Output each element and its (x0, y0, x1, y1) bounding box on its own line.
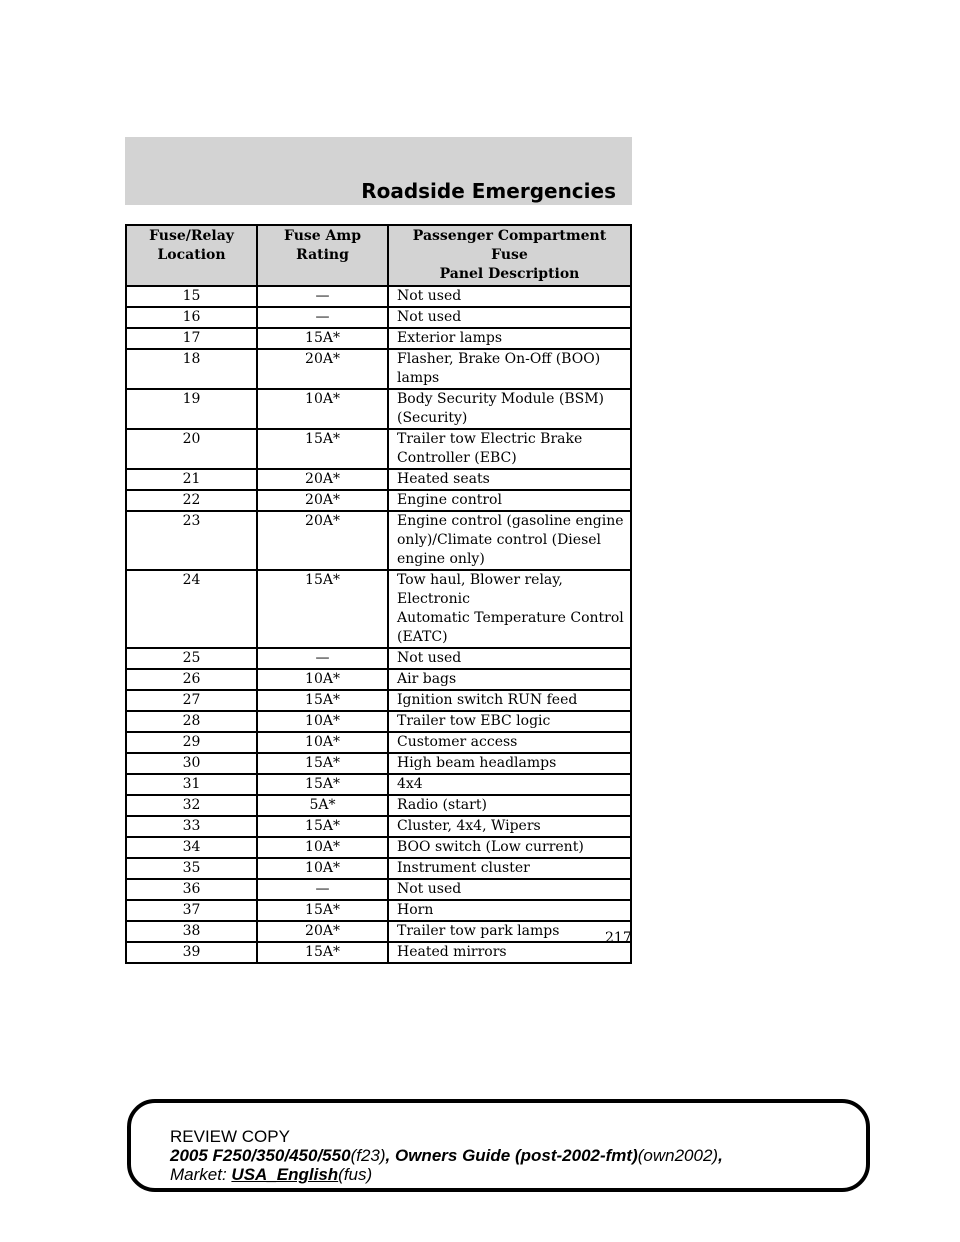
description-line: Engine control (397, 492, 502, 508)
fuse-amp-cell: 20A* (257, 921, 388, 942)
table-row (126, 753, 631, 774)
fuse-amp-cell: 15A* (257, 328, 388, 349)
fuse-description-cell (388, 349, 631, 389)
fuse-description-cell (388, 307, 631, 328)
fuse-amp-cell: 10A* (257, 389, 388, 429)
fuse-location-cell: 37 (126, 900, 257, 921)
fuse-amp-cell: 20A* (257, 469, 388, 490)
fuse-amp-cell: 20A* (257, 511, 388, 570)
fuse-amp-cell: 10A* (257, 732, 388, 753)
fuse-location-cell: 35 (126, 858, 257, 879)
description-line: Instrument cluster (397, 860, 530, 876)
description-line: Ignition switch RUN feed (397, 692, 578, 708)
fuse-location-cell: 34 (126, 837, 257, 858)
fuse-amp-cell: 10A* (257, 669, 388, 690)
fuse-location-cell: 39 (126, 942, 257, 963)
table-header-row (126, 225, 631, 286)
review-copy-text (170, 1127, 723, 1184)
table-row (126, 429, 631, 469)
description-line: Customer access (397, 734, 518, 750)
fuse-description-cell (388, 669, 631, 690)
description-line: Trailer tow park lamps (397, 923, 560, 939)
fuse-amp-cell: — (257, 648, 388, 669)
table-row (126, 732, 631, 753)
description-line: Engine control (gasoline engine (397, 513, 624, 529)
fuse-amp-cell: 15A* (257, 429, 388, 469)
fuse-location-cell: 29 (126, 732, 257, 753)
header-description: Passenger Compartment Fuse Panel Description (388, 225, 631, 286)
fuse-description-cell (388, 879, 631, 900)
fuse-description-cell (388, 648, 631, 669)
fuse-description-cell (388, 469, 631, 490)
description-line: Not used (397, 288, 462, 304)
fuse-location-cell: 27 (126, 690, 257, 711)
fuse-amp-cell: 10A* (257, 837, 388, 858)
fuse-location-cell: 23 (126, 511, 257, 570)
fuse-location-cell: 17 (126, 328, 257, 349)
description-line: Heated seats (397, 471, 490, 487)
description-line: Cluster, 4x4, Wipers (397, 818, 541, 834)
description-line: Not used (397, 309, 462, 325)
fuse-location-cell: 32 (126, 795, 257, 816)
fuse-description-cell (388, 389, 631, 429)
fuse-amp-cell: 15A* (257, 774, 388, 795)
table-row (126, 469, 631, 490)
description-line: Flasher, Brake On-Off (BOO) (397, 351, 601, 367)
fuse-amp-cell: 20A* (257, 349, 388, 389)
fuse-location-cell: 18 (126, 349, 257, 389)
review-copy-label: REVIEW COPY (170, 1127, 290, 1146)
table-row (126, 795, 631, 816)
review-copy-box (127, 1099, 870, 1192)
table-row (126, 286, 631, 307)
fuse-description-cell (388, 328, 631, 349)
description-line: only)/Climate control (Diesel (397, 532, 602, 548)
fuse-amp-cell: — (257, 307, 388, 328)
fuse-amp-cell: 10A* (257, 711, 388, 732)
header-location: Fuse/Relay Location (126, 225, 257, 286)
fuse-location-cell: 30 (126, 753, 257, 774)
fuse-amp-cell: 20A* (257, 490, 388, 511)
description-line: Air bags (397, 671, 457, 687)
review-copy-model-line: 2005 F250/350/450/550(f23), Owners Guide (post-2002-fmt)(own2002), (170, 1146, 723, 1165)
table-row (126, 328, 631, 349)
description-line: lamps (397, 370, 440, 386)
fuse-description-cell (388, 690, 631, 711)
review-copy-market-line: Market: USA_English(fus) (170, 1165, 373, 1184)
fuse-location-cell: 21 (126, 469, 257, 490)
table-row (126, 837, 631, 858)
description-line: (Security) (397, 410, 468, 426)
table-row (126, 879, 631, 900)
description-line: Trailer tow Electric Brake (397, 431, 583, 447)
fuse-description-cell (388, 942, 631, 963)
section-title: Roadside Emergencies (361, 179, 616, 203)
table-row (126, 690, 631, 711)
fuse-location-cell: 36 (126, 879, 257, 900)
table-row (126, 774, 631, 795)
description-line: (EATC) (397, 629, 448, 645)
description-line: Heated mirrors (397, 944, 507, 960)
table-row (126, 511, 631, 570)
fuse-location-cell: 22 (126, 490, 257, 511)
description-line: Trailer tow EBC logic (397, 713, 551, 729)
fuse-location-cell: 33 (126, 816, 257, 837)
fuse-amp-cell: — (257, 879, 388, 900)
table-row (126, 349, 631, 389)
fuse-description-cell (388, 837, 631, 858)
fuse-location-cell: 24 (126, 570, 257, 648)
fuse-amp-cell: 15A* (257, 570, 388, 648)
table-body (126, 286, 631, 963)
fuse-location-cell: 19 (126, 389, 257, 429)
fuse-table (125, 224, 632, 964)
description-line: BOO switch (Low current) (397, 839, 584, 855)
table-row (126, 570, 631, 648)
fuse-description-cell (388, 816, 631, 837)
description-line: engine only) (397, 551, 485, 567)
description-line: Horn (397, 902, 434, 918)
fuse-description-cell (388, 753, 631, 774)
section-header (125, 137, 632, 205)
fuse-description-cell (388, 711, 631, 732)
fuse-amp-cell: 5A* (257, 795, 388, 816)
fuse-location-cell: 28 (126, 711, 257, 732)
table-row (126, 921, 631, 942)
fuse-amp-cell: — (257, 286, 388, 307)
fuse-location-cell: 38 (126, 921, 257, 942)
fuse-description-cell (388, 490, 631, 511)
page-number: 217 (605, 930, 632, 946)
table-row (126, 858, 631, 879)
description-line: Body Security Module (BSM) (397, 391, 605, 407)
table-row (126, 816, 631, 837)
fuse-amp-cell: 15A* (257, 942, 388, 963)
fuse-amp-cell: 10A* (257, 858, 388, 879)
fuse-description-cell (388, 921, 631, 942)
fuse-description-cell (388, 429, 631, 469)
table-row (126, 389, 631, 429)
table-row (126, 900, 631, 921)
fuse-description-cell (388, 511, 631, 570)
fuse-description-cell (388, 570, 631, 648)
fuse-location-cell: 15 (126, 286, 257, 307)
fuse-location-cell: 26 (126, 669, 257, 690)
table-row (126, 711, 631, 732)
fuse-amp-cell: 15A* (257, 816, 388, 837)
table-row (126, 669, 631, 690)
fuse-description-cell (388, 732, 631, 753)
description-line: Tow haul, Blower relay, Electronic (397, 572, 563, 607)
table-row (126, 648, 631, 669)
fuse-amp-cell: 15A* (257, 690, 388, 711)
fuse-location-cell: 31 (126, 774, 257, 795)
fuse-description-cell (388, 286, 631, 307)
fuse-description-cell (388, 795, 631, 816)
header-amp-rating: Fuse Amp Rating (257, 225, 388, 286)
fuse-description-cell (388, 858, 631, 879)
table-row (126, 307, 631, 328)
description-line: Automatic Temperature Control (397, 610, 624, 626)
fuse-amp-cell: 15A* (257, 753, 388, 774)
description-line: Not used (397, 881, 462, 897)
description-line: Controller (EBC) (397, 450, 517, 466)
fuse-description-cell (388, 900, 631, 921)
fuse-location-cell: 16 (126, 307, 257, 328)
table-row (126, 490, 631, 511)
description-line: 4x4 (397, 776, 423, 792)
fuse-description-cell (388, 774, 631, 795)
description-line: Radio (start) (397, 797, 487, 813)
fuse-location-cell: 25 (126, 648, 257, 669)
description-line: Not used (397, 650, 462, 666)
fuse-location-cell: 20 (126, 429, 257, 469)
description-line: High beam headlamps (397, 755, 557, 771)
fuse-amp-cell: 15A* (257, 900, 388, 921)
table-row (126, 942, 631, 963)
description-line: Exterior lamps (397, 330, 503, 346)
